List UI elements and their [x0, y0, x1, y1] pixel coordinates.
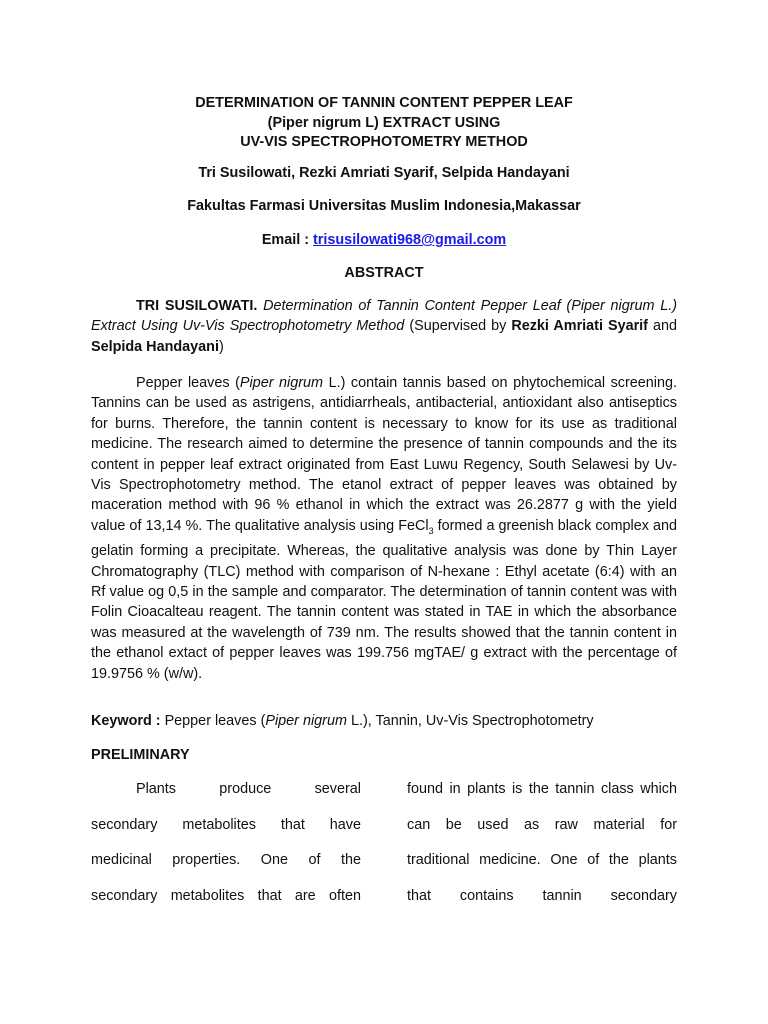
and-word: and — [653, 318, 678, 335]
keyword-post: L.), Tannin, Uv-Vis Spectrophotometry — [346, 713, 594, 729]
keyword-line — [91, 713, 594, 729]
left-line-4: secondary metabolites that are often — [91, 887, 361, 904]
abstract-text-b: L.) contain tannis based on phytochemical screening. Tannins can be used as astrigens, antidiarrheals, antibacterial, antioxidant also antiseptics for burns. Therefore, the tannin content is necessary to know for its use as traditional medicine. The research aimed to determine the presence of tannin compounds and the its content in pepper leaf extract originated from East Luwu Regency, South Selawesi by Uv-Vis Spectrophotometry method. The etanol extract of pepper leaves was obtained by maceration method with 96 % ethanol in which the extract was 26.2877 g with the yield value of 13,14 %. The qualitative analysis using FeCl — [91, 375, 678, 534]
abstract-paragraph-1 — [91, 296, 677, 357]
supervisor-2: Selpida Handayani — [91, 338, 219, 355]
close-paren: ) — [218, 338, 224, 355]
body-column-left — [91, 779, 361, 921]
keyword-species: Piper nigrum — [265, 713, 347, 729]
abstract-author: TRI SUSILOWATI. — [136, 298, 258, 314]
supervised-by: (Supervised by — [409, 318, 507, 335]
abstract-heading: ABSTRACT — [344, 265, 424, 281]
right-line-1: found in plants is the tannin class which — [407, 781, 677, 797]
right-line-3: traditional medicine. One of the plants — [407, 852, 677, 868]
abstract-text-c: formed a greenish black complex and gelatin forming a precipitate. Whereas, the qualitative analysis was done by Thin Layer Chromatography (TLC) method with comparison of N-hexane : Ethyl acetate (6:4) with an Rf value og 0,5 in the sample and comparator. The determination of tannin content was with Folin Cioacalteau reagent. The tannin content was stated in TAE in which the absorbance was measured at the wavelength of 739 nm. The results showed that the tannin content in the ethanol extact of pepper leaves was 199.756 mgTAE/ g extract with the percentage of 19.9756 % (w/w). — [91, 517, 677, 682]
email-link[interactable]: trisusilowati968@gmail.com — [313, 232, 507, 248]
email-label: Email : — [261, 232, 309, 248]
title-line-3: UV-VIS SPECTROPHOTOMETRY METHOD — [240, 134, 528, 150]
species-name: Piper nigrum — [239, 375, 324, 391]
abstract-title-italic: Determination of Tannin Content Pepper Leaf (Piper nigrum L.) Extract Using Uv-Vis Spectrophotometry Method — [91, 298, 678, 335]
supervisor-1: Rezki Amriati Syarif — [511, 318, 648, 335]
abstract-text-a: Pepper leaves ( — [136, 375, 240, 391]
abstract-paragraph-2 — [91, 373, 677, 684]
left-line-2: secondary metabolites that have — [91, 816, 361, 833]
left-line-1: Plants produce several — [136, 781, 361, 797]
body-column-right — [407, 779, 677, 921]
keyword-pre: Pepper leaves ( — [164, 713, 266, 729]
right-line-4: that contains tannin secondary — [407, 887, 677, 904]
right-line-2: can be used as raw material for — [407, 816, 677, 833]
subscript-3: 3 — [428, 525, 434, 536]
affiliation: Fakultas Farmasi Universitas Muslim Indonesia,Makassar — [187, 198, 581, 214]
title-line-2: (Piper nigrum L) EXTRACT USING — [267, 114, 501, 131]
title-line-1: DETERMINATION OF TANNIN CONTENT PEPPER LEAF — [195, 95, 573, 111]
email-line — [0, 232, 768, 248]
section-heading-preliminary: PRELIMINARY — [91, 747, 190, 763]
keyword-label: Keyword : — [91, 713, 161, 729]
paper-title — [0, 94, 768, 153]
authors: Tri Susilowati, Rezki Amriati Syarif, Selpida Handayani — [198, 165, 570, 181]
left-line-3: medicinal properties. One of the — [91, 852, 361, 868]
